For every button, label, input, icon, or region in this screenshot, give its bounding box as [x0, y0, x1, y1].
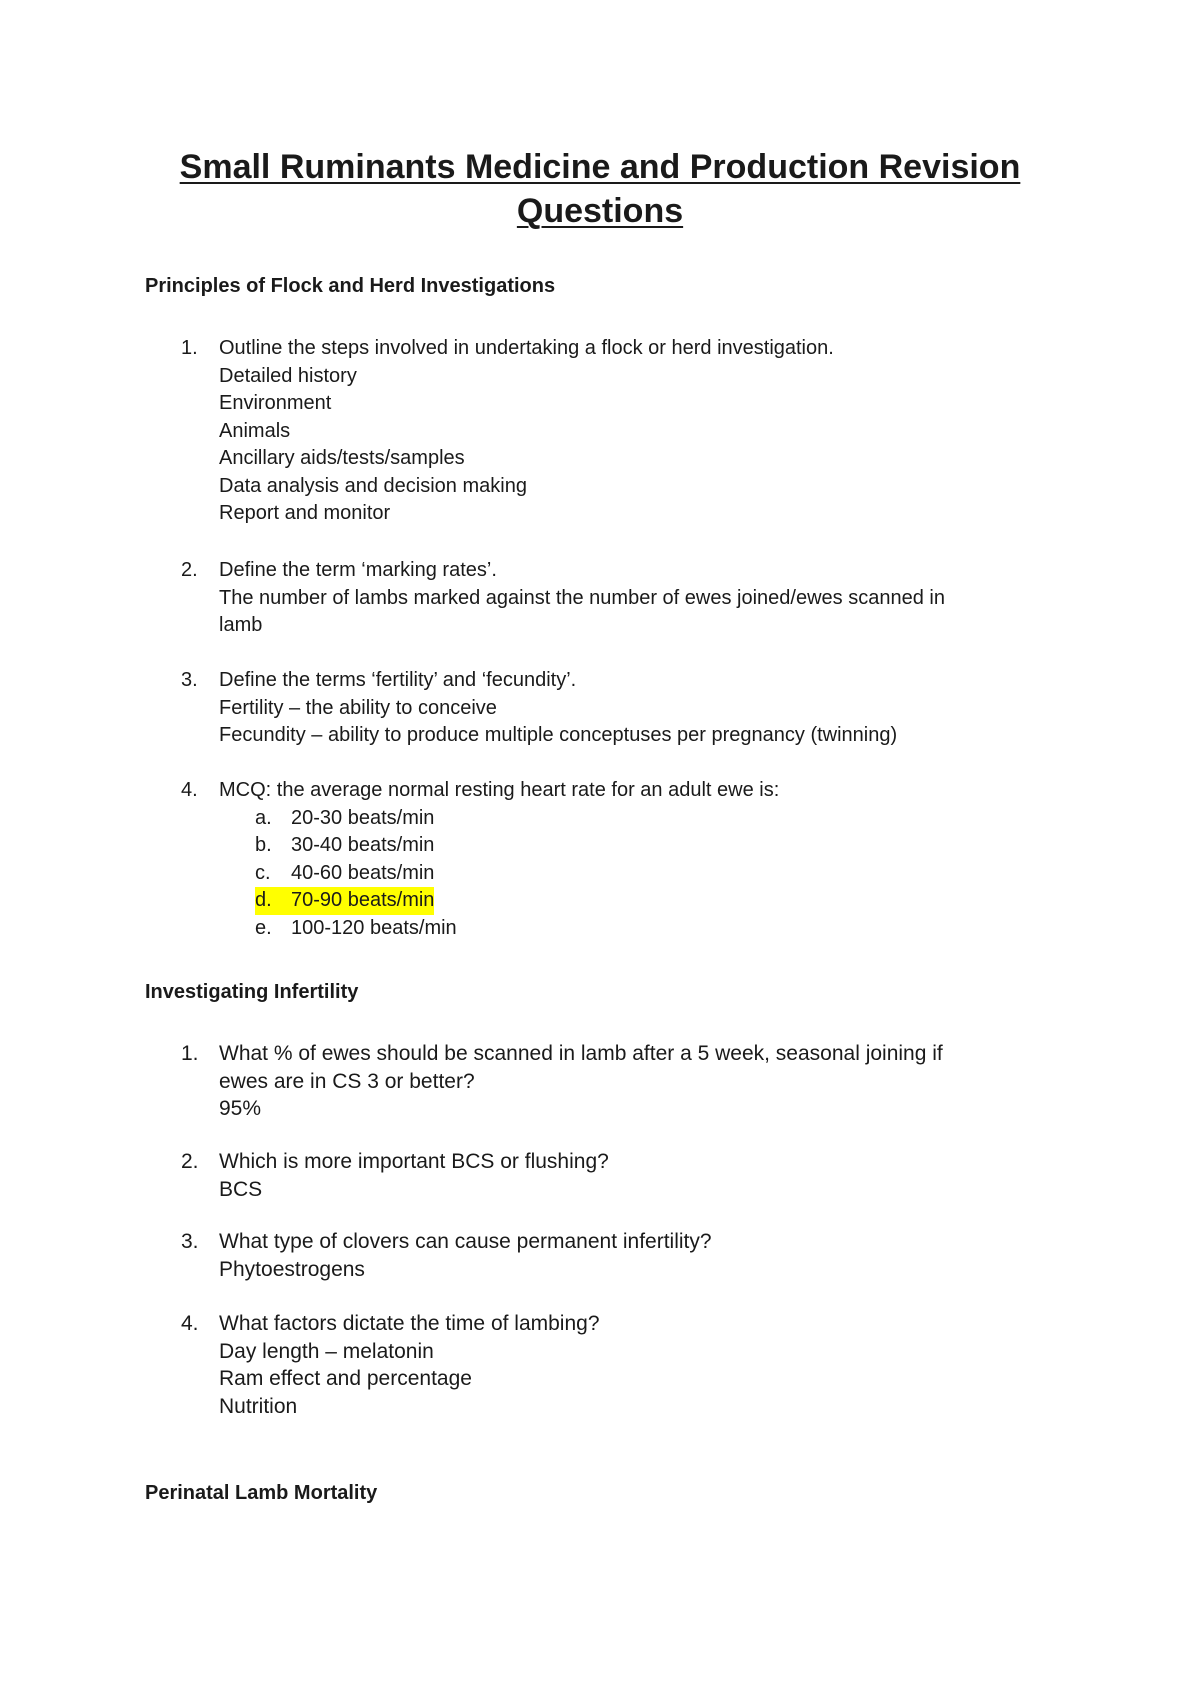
- question-number: 1.: [181, 1042, 199, 1065]
- question-text: Outline the steps involved in undertaking a flock or herd investigation.: [219, 337, 834, 359]
- question-number: 1.: [181, 337, 198, 359]
- document-title: [0, 145, 1200, 233]
- answer-line: The number of lambs marked against the number of ewes joined/ewes scanned in: [219, 586, 945, 609]
- answer-line: Nutrition: [219, 1394, 298, 1418]
- answer-line: Animals: [219, 419, 291, 442]
- mcq-option-e: [219, 915, 819, 943]
- answer-line: Environment: [219, 392, 332, 414]
- option-letter: c.: [255, 861, 271, 884]
- section-heading: Perinatal Lamb Mortality: [145, 1482, 378, 1504]
- answer-line: 95%: [219, 1097, 262, 1120]
- option-letter: a.: [255, 806, 272, 829]
- option-text: 40-60 beats/min: [291, 861, 435, 884]
- question-number: 4.: [181, 1312, 199, 1335]
- question-text-continued: ewes are in CS 3 or better?: [219, 1069, 475, 1093]
- option-text: 70-90 beats/min: [291, 887, 434, 915]
- answer-line: lamb: [219, 614, 263, 636]
- option-text: 30-40 beats/min: [291, 834, 435, 856]
- mcq-option-b: [219, 832, 819, 860]
- answer-line: Ancillary aids/tests/samples: [219, 447, 465, 469]
- mcq-option-d-highlighted: [219, 887, 819, 915]
- option-text: 20-30 beats/min: [291, 806, 435, 829]
- answer-line: Ram effect and percentage: [219, 1367, 472, 1390]
- question-text: What type of clovers can cause permanent infertility?: [219, 1230, 712, 1253]
- question-number: 2.: [181, 559, 198, 581]
- question-text: Which is more important BCS or flushing?: [219, 1150, 609, 1173]
- option-letter: e.: [255, 916, 272, 939]
- question-number: 4.: [181, 779, 198, 801]
- mcq-option-a: [219, 805, 819, 833]
- title-line-2: Questions: [516, 192, 684, 230]
- answer-line: Data analysis and decision making: [219, 474, 527, 497]
- question-number: 2.: [181, 1150, 199, 1173]
- question-text: What % of ewes should be scanned in lamb after a 5 week, seasonal joining if: [219, 1042, 943, 1065]
- option-letter: d.: [255, 887, 294, 915]
- answer-line: BCS: [219, 1177, 263, 1201]
- question-text: What factors dictate the time of lambing?: [219, 1312, 600, 1335]
- answer-line: Fertility – the ability to conceive: [219, 696, 497, 719]
- section-heading: Principles of Flock and Herd Investigations: [145, 275, 556, 297]
- answer-line: Fecundity – ability to produce multiple conceptuses per pregnancy (twinning): [219, 724, 898, 746]
- question-number: 3.: [181, 1230, 199, 1253]
- option-text: 100-120 beats/min: [291, 916, 457, 939]
- question-text: Define the terms ‘fertility’ and ‘fecundity’.: [219, 669, 577, 691]
- answer-line: Day length – melatonin: [219, 1339, 434, 1363]
- answer-line: Report and monitor: [219, 502, 391, 524]
- mcq-options: [219, 805, 819, 943]
- question-text: Define the term ‘marking rates’.: [219, 559, 497, 581]
- question-text: MCQ: the average normal resting heart rate for an adult ewe is:: [219, 779, 780, 801]
- mcq-option-c: [219, 860, 819, 888]
- option-letter: b.: [255, 834, 272, 856]
- section-heading: Investigating Infertility: [145, 981, 359, 1003]
- question-number: 3.: [181, 669, 198, 691]
- answer-line: Detailed history: [219, 364, 357, 387]
- answer-line: Phytoestrogens: [219, 1257, 365, 1281]
- title-line-1: Small Ruminants Medicine and Production Revision: [179, 148, 1021, 186]
